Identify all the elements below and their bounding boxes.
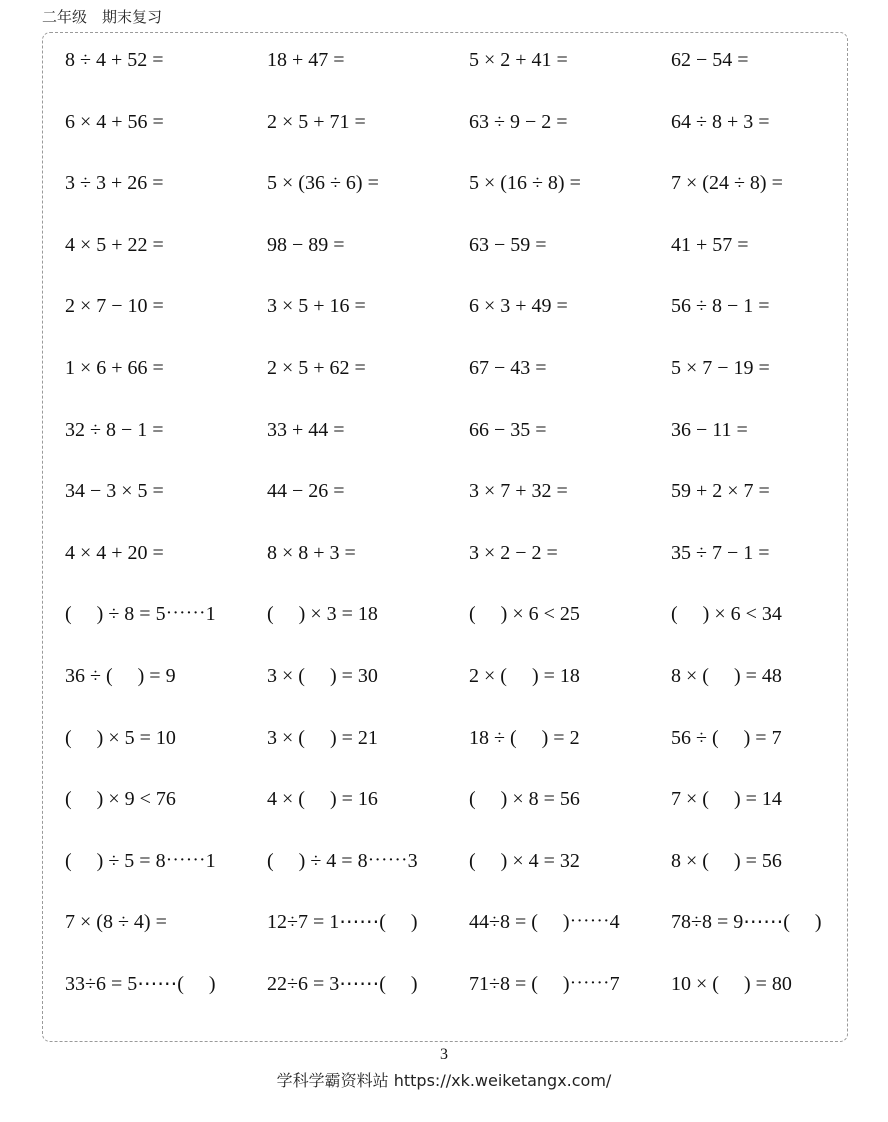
math-problem: 71÷8 = ( )⋯⋯7	[469, 973, 620, 995]
math-problem: 18 ÷ ( ) = 2	[469, 726, 580, 749]
math-problem: 5 × 7 − 19 =	[671, 357, 770, 379]
problem-row	[43, 415, 847, 445]
math-problem: 36 ÷ ( ) = 9	[65, 665, 176, 687]
problem-row	[43, 476, 847, 506]
math-problem: ( ) × 3 = 18	[267, 603, 378, 626]
problem-row	[43, 168, 847, 198]
problem-frame	[42, 32, 848, 1042]
math-problem: 98 − 89 =	[267, 233, 345, 256]
math-problem: 8 × ( ) = 56	[671, 849, 782, 872]
math-problem: 18 + 47 =	[267, 49, 345, 71]
math-problem: ( ) × 4 = 32	[469, 849, 580, 872]
math-problem: 67 − 43 =	[469, 357, 547, 379]
problem-row	[43, 599, 847, 629]
problem-row	[43, 230, 847, 260]
math-problem: 3 ÷ 3 + 26 =	[65, 172, 164, 195]
problem-row	[43, 45, 847, 75]
math-problem: 22÷6 = 3⋯⋯( )	[267, 973, 418, 995]
math-problem: 8 ÷ 4 + 52 =	[65, 49, 164, 71]
problem-row	[43, 784, 847, 814]
problem-row	[43, 846, 847, 876]
math-problem: 33÷6 = 5⋯⋯( )	[65, 973, 216, 995]
math-problem: 3 × 5 + 16 =	[267, 295, 366, 318]
problem-row	[43, 291, 847, 321]
problem-row	[43, 907, 847, 937]
math-problem: ( ) ÷ 8 = 5⋯⋯1	[65, 603, 216, 626]
math-problem: 4 × 4 + 20 =	[65, 541, 164, 564]
math-problem: 4 × ( ) = 16	[267, 788, 378, 811]
math-problem: ( ) × 6 < 34	[671, 603, 782, 626]
math-problem: 3 × 2 − 2 =	[469, 541, 558, 564]
math-problem: ( ) ÷ 4 = 8⋯⋯3	[267, 849, 418, 872]
math-problem: 6 × 4 + 56 =	[65, 110, 164, 133]
math-problem: 2 × 5 + 71 =	[267, 110, 366, 133]
math-problem: 66 − 35 =	[469, 418, 547, 441]
footer-site: 学科学霸资料站 https://xk.weiketangx.com/	[276, 1071, 612, 1090]
problem-row	[43, 969, 847, 999]
math-problem: 78÷8 = 9⋯⋯( )	[671, 911, 822, 934]
math-problem: 5 × (36 ÷ 6) =	[267, 172, 379, 195]
problem-row	[43, 353, 847, 383]
math-problem: 2 × ( ) = 18	[469, 665, 580, 687]
math-problem: 7 × (24 ÷ 8) =	[671, 172, 783, 195]
math-problem: 10 × ( ) = 80	[671, 973, 792, 995]
math-problem: 7 × (8 ÷ 4) =	[65, 911, 167, 934]
math-problem: ( ) × 5 = 10	[65, 726, 176, 749]
math-problem: 8 × ( ) = 48	[671, 665, 782, 687]
math-problem: 6 × 3 + 49 =	[469, 295, 568, 318]
page-number: 3	[440, 1046, 448, 1063]
math-problem: 63 ÷ 9 − 2 =	[469, 110, 568, 133]
math-problem: 3 × 7 + 32 =	[469, 480, 568, 503]
math-problem: 35 ÷ 7 − 1 =	[671, 541, 770, 564]
math-problem: 3 × ( ) = 21	[267, 726, 378, 749]
math-problem: 56 ÷ 8 − 1 =	[671, 295, 770, 318]
math-problem: ( ) ÷ 5 = 8⋯⋯1	[65, 849, 216, 872]
math-problem: ( ) × 8 = 56	[469, 788, 580, 811]
math-problem: 63 − 59 =	[469, 233, 547, 256]
math-problem: 32 ÷ 8 − 1 =	[65, 418, 164, 441]
math-problem: 36 − 11 =	[671, 418, 748, 441]
math-problem: 8 × 8 + 3 =	[267, 541, 356, 564]
math-problem: 33 + 44 =	[267, 418, 345, 441]
math-problem: 4 × 5 + 22 =	[65, 233, 164, 256]
worksheet-header: 二年级 期末复习	[42, 8, 163, 26]
math-problem: 3 × ( ) = 30	[267, 665, 378, 687]
math-problem: 41 + 57 =	[671, 233, 749, 256]
math-problem: 62 − 54 =	[671, 49, 749, 71]
math-problem: 44÷8 = ( )⋯⋯4	[469, 911, 620, 934]
math-problem: 34 − 3 × 5 =	[65, 480, 164, 503]
math-problem: 7 × ( ) = 14	[671, 788, 782, 811]
math-problem: 5 × 2 + 41 =	[469, 49, 568, 71]
math-problem: 2 × 5 + 62 =	[267, 357, 366, 379]
math-problem: 2 × 7 − 10 =	[65, 295, 164, 318]
math-problem: 44 − 26 =	[267, 480, 345, 503]
math-problem: 5 × (16 ÷ 8) =	[469, 172, 581, 195]
problem-row	[43, 107, 847, 137]
math-problem: 12÷7 = 1⋯⋯( )	[267, 911, 418, 934]
math-problem: 64 ÷ 8 + 3 =	[671, 110, 770, 133]
math-problem: 56 ÷ ( ) = 7	[671, 726, 782, 749]
math-problem: ( ) × 6 < 25	[469, 603, 580, 626]
problem-row	[43, 661, 847, 691]
math-problem: 1 × 6 + 66 =	[65, 357, 164, 379]
problem-row	[43, 538, 847, 568]
math-problem: ( ) × 9 < 76	[65, 788, 176, 811]
math-problem: 59 + 2 × 7 =	[671, 480, 770, 503]
problem-row	[43, 723, 847, 753]
